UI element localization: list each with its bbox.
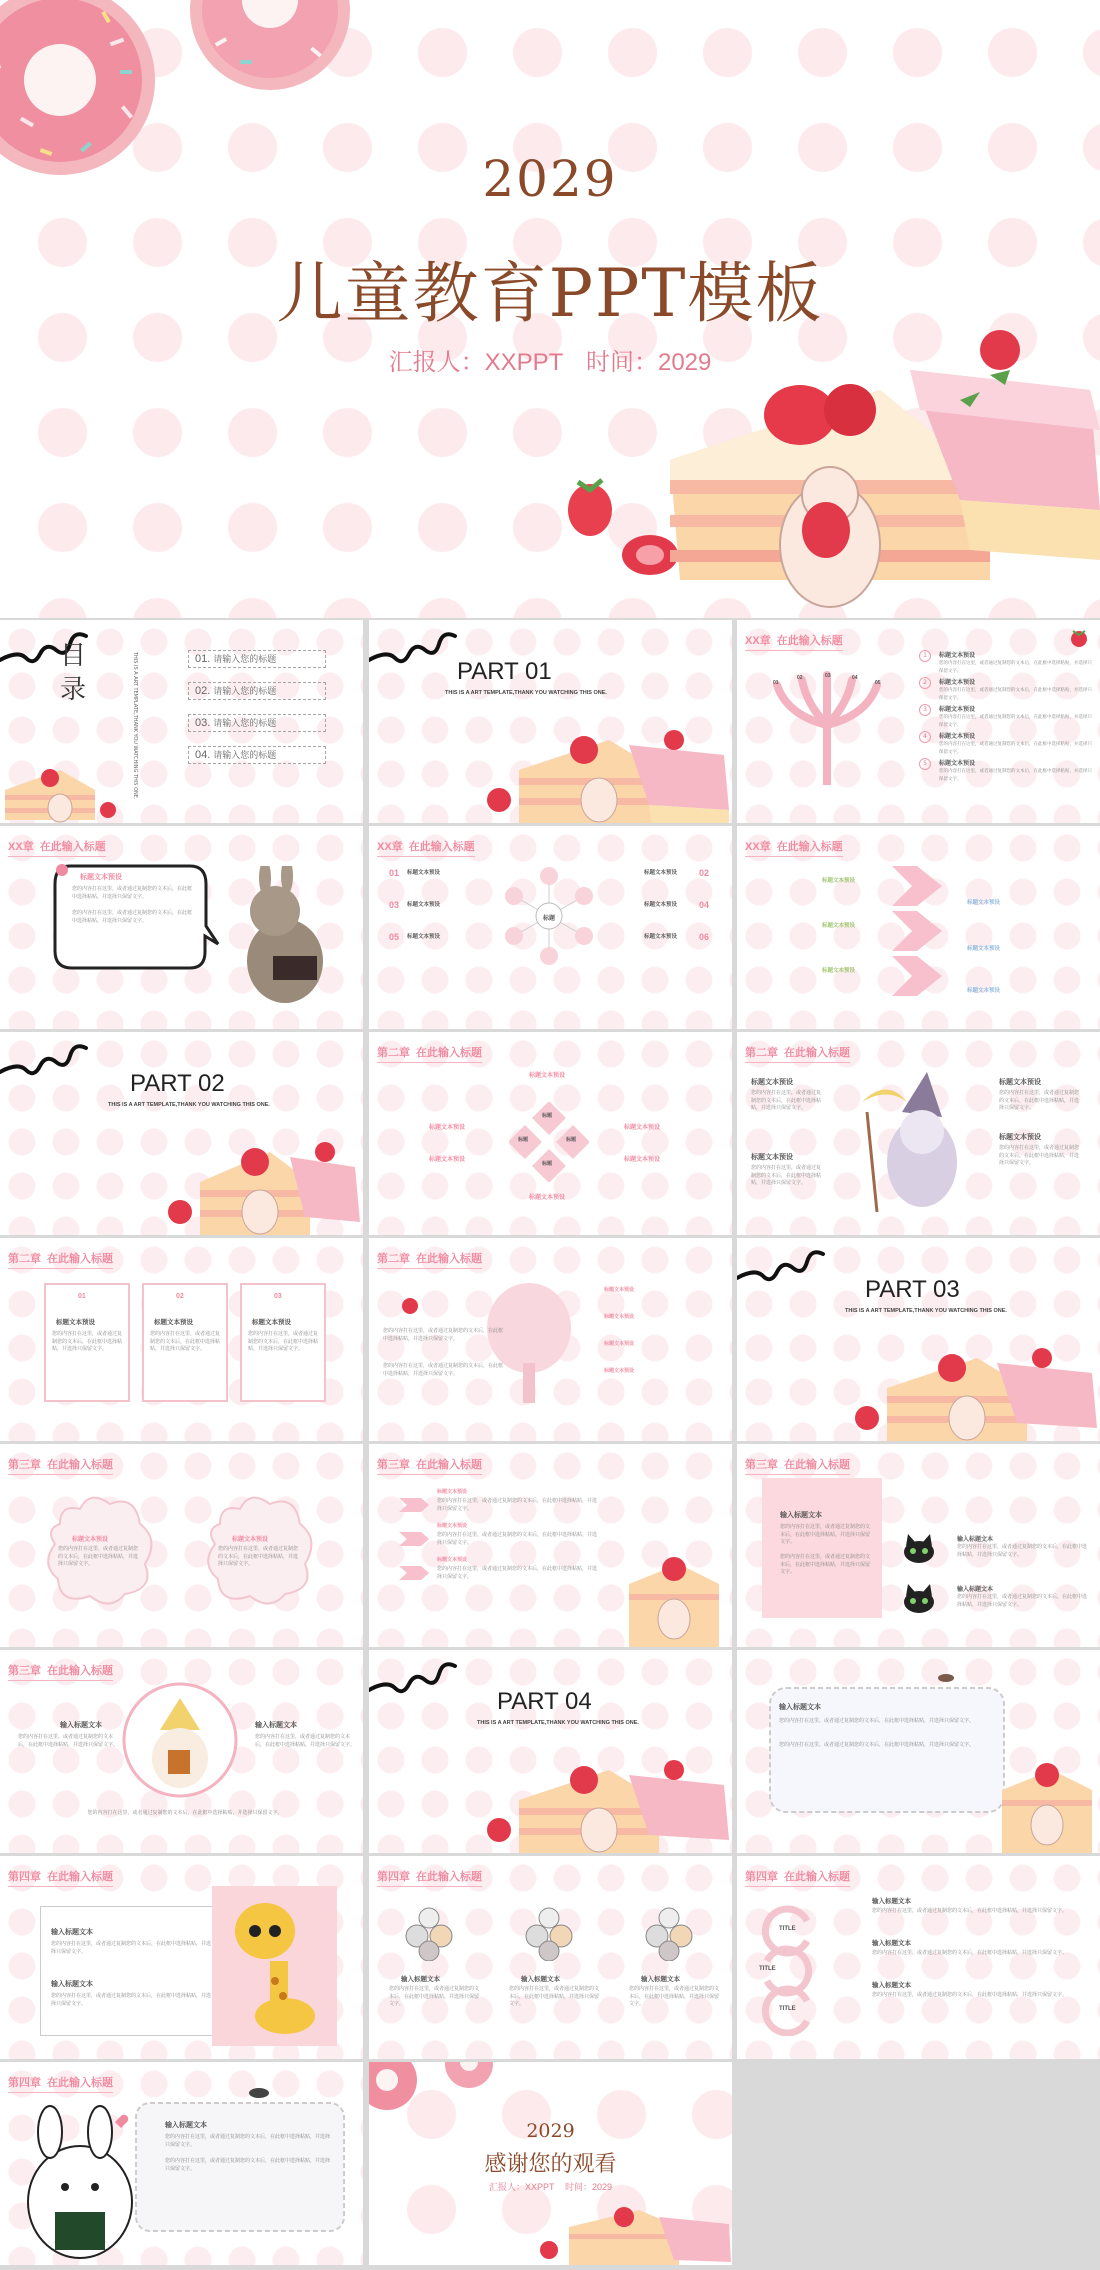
radial-heading: 标题文本预设	[644, 870, 678, 876]
chevron-icon	[399, 1498, 429, 1512]
slide-header	[745, 838, 843, 857]
bunny-illustration	[235, 866, 335, 1006]
toc-item[interactable]	[188, 714, 326, 732]
strawberry-icon	[399, 1293, 421, 1315]
lace-body: 您的内容打在这里，或者通过复制您的文本后，在此框中选择粘贴，并选择只保留文字。	[779, 1742, 975, 1748]
cake-illustration	[479, 1750, 732, 1853]
list-label: 标题文本预设	[939, 653, 976, 659]
slide-ch2-tree[interactable]	[369, 1238, 732, 1441]
tree-heading: 标题文本预设	[604, 1368, 635, 1374]
ending-reporter: 汇报人：XXPPT	[488, 2182, 555, 2192]
slide-ch4-giraffe[interactable]	[0, 1856, 363, 2059]
list-body: 您的内容打在这里，或者通过复制您的文本后，在此框中选择粘贴，并选择只保留文字。	[437, 1532, 598, 1546]
radial-num: 04	[699, 900, 710, 910]
toc-item-label: 请输入您的标题	[213, 718, 277, 728]
branch-diagram	[767, 665, 887, 785]
animal-body: 您的内容打在这里，或者通过复制您的文本后，在此框中选择粘贴，并选择只保留文字。	[509, 1986, 600, 2007]
card-body: 您的内容打在这里，或者通过复制您的文本后，在此框中选择粘贴，并选择只保留文字。	[52, 1331, 123, 1352]
animal-body: 您的内容打在这里，或者通过复制您的文本后，在此框中选择粘贴，并选择只保留文字。	[389, 1986, 480, 2007]
list-label: 标题文本预设	[939, 761, 976, 767]
slide-header	[745, 632, 843, 651]
ending-time: 时间：2029	[565, 2182, 613, 2192]
list-body: 您的内容打在这里，或者通过复制您的文本后，在此框中选择粘贴，并选择只保留文字。	[437, 1498, 598, 1512]
card-body: 您的内容打在这里，或者通过复制您的文本后，在此框中选择粘贴，并选择只保留文字。	[248, 1331, 319, 1352]
radial-heading: 标题文本预设	[407, 870, 441, 876]
swirl-decoration	[369, 620, 459, 680]
tagline: THIS IS A ART TEMPLATE,THANK YOU WATCHING THIS ONE.	[108, 1102, 270, 1108]
card-num: 03	[274, 1293, 282, 1300]
card-heading: 标题文本预设	[56, 1319, 95, 1326]
ring-heading: 输入标题文本	[872, 1940, 911, 1947]
card-heading: 标题文本预设	[154, 1319, 193, 1326]
cake-illustration	[992, 1750, 1100, 1853]
panel-heading: 输入标题文本	[780, 1512, 822, 1519]
wizard-body: 您的内容打在这里，或者通过复制您的文本后，在此框中选择粘贴，并选择只保留文字。	[999, 1145, 1080, 1166]
circle-body: 您的内容打在这里，或者通过复制您的文本后，在此框中选择粘贴，并选择只保留文字。	[18, 1734, 119, 1748]
panel-heading: 输入标题文本	[51, 1929, 93, 1936]
wizard-body: 您的内容打在这里，或者通过复制您的文本后，在此框中选择粘贴，并选择只保留文字。	[751, 1090, 822, 1111]
tree-illustration	[479, 1278, 579, 1408]
numbered-list	[919, 650, 1094, 785]
cat-body: 您的内容打在这里，或者通过复制您的文本后，在此框中选择粘贴，并选择只保留文字。	[957, 1594, 1088, 1608]
slide-grid	[0, 620, 1100, 2270]
ring-body: 您的内容打在这里，或者通过复制您的文本后，在此框中选择粘贴，并选择只保留文字。	[872, 1950, 1068, 1956]
chapter-label: 第四章	[8, 1871, 41, 1883]
slide-header	[8, 1868, 113, 1887]
slide-xx-branch[interactable]	[737, 620, 1100, 823]
slide-part-04[interactable]	[369, 1650, 732, 1853]
slide-part-01[interactable]	[369, 620, 732, 823]
arrow-diagram	[887, 861, 947, 1001]
toc-vertical-text: THIS IS A ART TEMPLATE,THANK YOU WATCHING THIS ONE.	[132, 652, 138, 800]
list-heading: 标题文本预设	[437, 1523, 468, 1529]
header-label: 在此输入标题	[776, 841, 843, 853]
wizard-heading: 标题文本预设	[751, 1154, 793, 1161]
lace-heading: 输入标题文本	[779, 1704, 821, 1711]
slide-xx-radial[interactable]	[369, 826, 732, 1029]
slide-part-03[interactable]	[737, 1238, 1100, 1441]
slide-header	[745, 1868, 850, 1887]
list-label: 标题文本预设	[939, 707, 976, 713]
tree-heading: 标题文本预设	[604, 1341, 635, 1347]
cat-heading: 输入标题文本	[957, 1537, 994, 1543]
swirl-decoration	[737, 1238, 827, 1298]
chapter-label: 第三章	[8, 1459, 41, 1471]
chapter-label: 第二章	[377, 1253, 410, 1265]
diamond-heading: 标题文本预设	[624, 1157, 661, 1163]
radial-num: 03	[389, 900, 400, 910]
slide-ch3-clouds[interactable]	[0, 1444, 363, 1647]
diamond-heading: 标题文本预设	[529, 1073, 566, 1079]
ending-year: 2029	[526, 2120, 575, 2142]
tree-heading: 标题文本预设	[604, 1314, 635, 1320]
cake-illustration	[539, 2202, 732, 2265]
card-num: 02	[176, 1293, 184, 1300]
wizard-heading: 标题文本预设	[751, 1079, 793, 1086]
branch-num: 03	[825, 673, 831, 679]
slide-xx-bunny[interactable]	[0, 826, 363, 1029]
radial-heading: 标题文本预设	[644, 902, 678, 908]
wizard-body: 您的内容打在这里，或者通过复制您的文本后，在此框中选择粘贴，并选择只保留文字。	[999, 1090, 1080, 1111]
toc-item[interactable]	[188, 682, 326, 700]
slide-header	[8, 2074, 113, 2093]
diamond-heading: 标题文本预设	[529, 1195, 566, 1201]
cake-illustration	[479, 720, 732, 823]
small-cake-illustration	[0, 760, 130, 823]
slide-ch2-diamond[interactable]	[369, 1032, 732, 1235]
chapter-label: 第三章	[745, 1459, 778, 1471]
branch-num: 05	[875, 680, 881, 686]
panel-body: 您的内容打在这里，或者通过复制您的文本后，在此框中选择粘贴，并选择只保留文字。	[780, 1524, 871, 1545]
circle-frame	[120, 1680, 240, 1800]
header-label: 在此输入标题	[47, 1871, 113, 1883]
radial-num: 01	[389, 868, 400, 878]
animal-body: 您的内容打在这里，或者通过复制您的文本后，在此框中选择粘贴，并选择只保留文字。	[629, 1986, 720, 2007]
list-num: 3	[919, 704, 931, 716]
hamster-illustration	[20, 2092, 140, 2262]
cat-icon	[902, 1534, 936, 1564]
slide-header	[8, 1250, 113, 1269]
bubble-body: 您的内容打在这里，或者通过复制您的文本后，在此框中选择粘贴，并选择只保留文字。	[72, 910, 193, 924]
swirl-decoration	[369, 1650, 459, 1710]
part-title: PART 03	[865, 1276, 960, 1303]
list-num: 5	[919, 758, 931, 770]
list-item	[919, 650, 1094, 677]
ring-title: TITLE	[759, 1966, 776, 1972]
list-body: 您的内容打在这里，或者通过复制您的文本后，在此框中选择粘贴，并选择只保留文字。	[939, 660, 1092, 673]
chapter-label: XX章	[745, 841, 771, 853]
diamond-label: 标题	[542, 1161, 553, 1167]
card-body: 您的内容打在这里，或者通过复制您的文本后，在此框中选择粘贴，并选择只保留文字。	[150, 1331, 221, 1352]
diamond-heading: 标题文本预设	[429, 1157, 466, 1163]
toc-title: 目录	[60, 640, 87, 704]
cake-illustration	[847, 1338, 1100, 1441]
cat-icon	[902, 1584, 936, 1614]
diamond-label: 标题	[566, 1137, 577, 1143]
header-label: 在此输入标题	[39, 841, 106, 853]
bubble-heading: 标题文本预设	[80, 874, 122, 881]
diamond-heading: 标题文本预设	[624, 1125, 661, 1131]
giraffe-illustration	[215, 1891, 335, 2041]
slide-part-02[interactable]	[0, 1032, 363, 1235]
chapter-label: 第四章	[8, 2077, 41, 2089]
donut-illustration	[369, 2062, 499, 2122]
panel-body: 您的内容打在这里，或者通过复制您的文本后，在此框中选择粘贴，并选择只保留文字。	[780, 1554, 871, 1575]
slide-header	[377, 1456, 482, 1475]
card[interactable]	[44, 1283, 130, 1402]
cover-slide[interactable]	[0, 0, 1100, 618]
card[interactable]	[142, 1283, 228, 1402]
chapter-label: 第二章	[377, 1047, 410, 1059]
panel-body: 您的内容打在这里，或者通过复制您的文本后，在此框中选择粘贴，并选择只保留文字。	[51, 1941, 212, 1955]
chapter-label: 第三章	[377, 1459, 410, 1471]
wizard-heading: 标题文本预设	[999, 1079, 1041, 1086]
animal-heading: 输入标题文本	[521, 1976, 560, 1983]
ring-heading: 输入标题文本	[872, 1982, 911, 1989]
list-item	[919, 731, 1094, 758]
header-label: 在此输入标题	[47, 2077, 113, 2089]
list-item	[919, 704, 1094, 731]
slide-ch3-list[interactable]	[369, 1444, 732, 1647]
frame-heading: 输入标题文本	[165, 2122, 207, 2129]
animal-heading: 输入标题文本	[641, 1976, 680, 1983]
cat-body: 您的内容打在这里，或者通过复制您的文本后，在此框中选择粘贴，并选择只保留文字。	[957, 1544, 1088, 1558]
slide-ch4-hamster[interactable]	[0, 2062, 363, 2265]
part-title: PART 01	[457, 658, 552, 685]
lace-body: 您的内容打在这里，或者通过复制您的文本后，在此框中选择粘贴，并选择只保留文字。	[779, 1718, 975, 1724]
ring-title: TITLE	[779, 1926, 796, 1932]
toc-item[interactable]	[188, 650, 326, 668]
empty-cell	[737, 2062, 1100, 2265]
list-heading: 标题文本预设	[437, 1489, 468, 1495]
header-label: 在此输入标题	[784, 1459, 850, 1471]
slide-xx-arrows[interactable]	[737, 826, 1100, 1029]
chapter-label: 第二章	[8, 1253, 41, 1265]
list-item	[919, 758, 1094, 785]
chapter-label: 第四章	[745, 1871, 778, 1883]
cloud-body: 您的内容打在这里，或者通过复制您的文本后，在此框中选择粘贴，并选择只保留文字。	[218, 1546, 299, 1567]
toc-item-label: 请输入您的标题	[213, 686, 277, 696]
radial-center-label: 标题	[543, 916, 556, 922]
slide-header	[8, 838, 106, 857]
slide-header	[377, 1044, 482, 1063]
wizard-illustration	[847, 1072, 967, 1222]
frame-body: 您的内容打在这里，或者通过复制您的文本后，在此框中选择粘贴，并选择只保留文字。	[165, 2158, 331, 2172]
animal-stack-icon	[399, 1906, 459, 1961]
slide-toc[interactable]	[0, 620, 363, 823]
text-panel	[40, 1906, 232, 2036]
cover-title: 儿童教育PPT模板	[276, 255, 824, 332]
list-body: 您的内容打在这里，或者通过复制您的文本后，在此框中选择粘贴，并选择只保留文字。	[939, 768, 1092, 781]
card[interactable]	[240, 1283, 326, 1402]
slide-lace-frame[interactable]	[737, 1650, 1100, 1853]
chevron-icon	[399, 1566, 429, 1580]
header-label: 在此输入标题	[776, 635, 843, 647]
header-label: 在此输入标题	[416, 1253, 482, 1265]
card-num: 01	[78, 1293, 86, 1300]
header-label: 在此输入标题	[416, 1871, 482, 1883]
list-body: 您的内容打在这里，或者通过复制您的文本后，在此框中选择粘贴，并选择只保留文字。	[939, 741, 1092, 754]
wizard-heading: 标题文本预设	[999, 1134, 1041, 1141]
list-label: 标题文本预设	[939, 734, 976, 740]
list-label: 标题文本预设	[939, 680, 976, 686]
ring-body: 您的内容打在这里，或者通过复制您的文本后，在此框中选择粘贴，并选择只保留文字。	[872, 1992, 1068, 1998]
tagline: THIS IS A ART TEMPLATE,THANK YOU WATCHING THIS ONE.	[477, 1720, 639, 1726]
slide-ch2-wizard[interactable]	[737, 1032, 1100, 1235]
arrow-heading: 标题文本预设	[967, 946, 1001, 952]
slide-header	[377, 1868, 482, 1887]
pink-panel	[762, 1478, 882, 1618]
tagline: THIS IS A ART TEMPLATE,THANK YOU WATCHING THIS ONE.	[445, 690, 607, 696]
circle-footer-body: 您的内容打在这里，或者通过复制您的文本后，在此框中选择粘贴，并选择只保留文字。	[87, 1810, 283, 1816]
radial-num: 02	[699, 868, 710, 878]
cake-illustration	[110, 1132, 363, 1235]
cloud-heading: 标题文本预设	[72, 1537, 109, 1543]
arrow-heading: 标题文本预设	[822, 968, 856, 974]
radial-num: 06	[699, 932, 710, 942]
diamond-label: 标题	[542, 1113, 553, 1119]
diamond-heading: 标题文本预设	[429, 1125, 466, 1131]
header-label: 在此输入标题	[408, 841, 475, 853]
list-heading: 标题文本预设	[437, 1557, 468, 1563]
list-num: 2	[919, 677, 931, 689]
arrow-heading: 标题文本预设	[967, 900, 1001, 906]
swirl-decoration	[0, 1032, 90, 1092]
header-label: 在此输入标题	[47, 1665, 113, 1677]
list-num: 1	[919, 650, 931, 662]
slide-header	[745, 1456, 850, 1475]
cake-illustration	[530, 330, 1100, 618]
slide-ch3-cats[interactable]	[737, 1444, 1100, 1647]
strawberry-icon	[1067, 625, 1091, 649]
slide-header	[8, 1456, 113, 1475]
radial-heading: 标题文本预设	[407, 934, 441, 940]
arrow-heading: 标题文本预设	[822, 878, 856, 884]
toc-item-label: 请输入您的标题	[213, 750, 277, 760]
chevron-icon	[399, 1532, 429, 1546]
header-label: 在此输入标题	[784, 1871, 850, 1883]
part-title: PART 04	[497, 1688, 592, 1715]
arrow-heading: 标题文本预设	[967, 988, 1001, 994]
diamond-label: 标题	[518, 1137, 529, 1143]
slide-ch4-titles[interactable]	[737, 1856, 1100, 2059]
radial-heading: 标题文本预设	[644, 934, 678, 940]
ring-body: 您的内容打在这里，或者通过复制您的文本后，在此框中选择粘贴，并选择只保留文字。	[872, 1908, 1068, 1914]
chapter-label: XX章	[8, 841, 34, 853]
radial-num: 05	[389, 932, 400, 942]
chapter-label: XX章	[745, 635, 771, 647]
toc-item-num: 03.	[195, 717, 211, 729]
frame-body: 您的内容打在这里，或者通过复制您的文本后，在此框中选择粘贴，并选择只保留文字。	[165, 2134, 331, 2148]
bird-icon	[248, 2086, 270, 2098]
bubble-body: 您的内容打在这里，或者通过复制您的文本后，在此框中选择粘贴，并选择只保留文字。	[72, 886, 193, 900]
toc-item-label: 请输入您的标题	[213, 654, 277, 664]
branch-num: 01	[773, 680, 779, 686]
tree-heading: 标题文本预设	[604, 1287, 635, 1293]
bird-icon	[937, 1672, 955, 1682]
slide-ch3-circle[interactable]	[0, 1650, 363, 1853]
wizard-body: 您的内容打在这里，或者通过复制您的文本后，在此框中选择粘贴，并选择只保留文字。	[751, 1165, 822, 1186]
panel-body: 您的内容打在这里，或者通过复制您的文本后，在此框中选择粘贴，并选择只保留文字。	[51, 1993, 212, 2007]
cover-year: 2029	[482, 150, 618, 208]
slide-ch4-animals[interactable]	[369, 1856, 732, 2059]
list-body: 您的内容打在这里，或者通过复制您的文本后，在此框中选择粘贴，并选择只保留文字。	[437, 1566, 598, 1580]
radial-heading: 标题文本预设	[407, 902, 441, 908]
slide-header	[377, 1250, 482, 1269]
cover-time: 时间：2029	[585, 349, 712, 376]
toc-item-num: 01.	[195, 653, 211, 665]
cloud-heading: 标题文本预设	[232, 1537, 269, 1543]
circle-body: 您的内容打在这里，或者通过复制您的文本后，在此框中选择粘贴，并选择只保留文字。	[255, 1734, 356, 1748]
card-heading: 标题文本预设	[252, 1319, 291, 1326]
header-label: 在此输入标题	[47, 1253, 113, 1265]
slide-ending[interactable]	[369, 2062, 732, 2265]
list-body: 您的内容打在这里，或者通过复制您的文本后，在此框中选择粘贴，并选择只保留文字。	[939, 687, 1092, 700]
slide-header	[745, 1044, 850, 1063]
ring-title: TITLE	[779, 2006, 796, 2012]
ending-title: 感谢您的观看	[484, 2152, 617, 2177]
slide-header	[8, 1662, 113, 1681]
toc-item[interactable]	[188, 746, 326, 764]
cover-reporter: 汇报人：XXPPT	[388, 349, 564, 376]
slide-ch2-cards[interactable]	[0, 1238, 363, 1441]
tree-body: 您的内容打在这里，或者通过复制您的文本后，在此框中选择粘贴，并选择只保留文字。	[383, 1363, 504, 1377]
toc-item-num: 02.	[195, 685, 211, 697]
chapter-label: 第三章	[8, 1665, 41, 1677]
list-num: 4	[919, 731, 931, 743]
circle-heading: 输入标题文本	[255, 1722, 297, 1729]
circle-heading: 输入标题文本	[60, 1722, 102, 1729]
part-title: PART 02	[130, 1070, 225, 1097]
ring-heading: 输入标题文本	[872, 1898, 911, 1905]
list-body: 您的内容打在这里，或者通过复制您的文本后，在此框中选择粘贴，并选择只保留文字。	[939, 714, 1092, 727]
branch-num: 04	[852, 675, 858, 681]
chapter-label: 第二章	[745, 1047, 778, 1059]
branch-num: 02	[797, 675, 803, 681]
animal-stack-icon	[519, 1906, 579, 1961]
toc-item-num: 04.	[195, 749, 211, 761]
animal-heading: 输入标题文本	[401, 1976, 440, 1983]
cloud-body: 您的内容打在这里，或者通过复制您的文本后，在此框中选择粘贴，并选择只保留文字。	[58, 1546, 139, 1567]
chapter-label: XX章	[377, 841, 403, 853]
header-label: 在此输入标题	[47, 1459, 113, 1471]
tree-body: 您的内容打在这里，或者通过复制您的文本后，在此框中选择粘贴，并选择只保留文字。	[383, 1328, 504, 1342]
header-label: 在此输入标题	[784, 1047, 850, 1059]
lace-frame	[762, 1680, 1012, 1820]
header-label: 在此输入标题	[416, 1459, 482, 1471]
header-label: 在此输入标题	[416, 1047, 482, 1059]
cake-illustration	[619, 1544, 729, 1647]
arrow-heading: 标题文本预设	[822, 923, 856, 929]
cat-heading: 输入标题文本	[957, 1587, 994, 1593]
animal-stack-icon	[639, 1906, 699, 1961]
tagline: THIS IS A ART TEMPLATE,THANK YOU WATCHING THIS ONE.	[845, 1308, 1007, 1314]
slide-header	[377, 838, 475, 857]
panel-heading: 输入标题文本	[51, 1981, 93, 1988]
chapter-label: 第四章	[377, 1871, 410, 1883]
list-item	[919, 677, 1094, 704]
ending-subtitle	[369, 2180, 732, 2193]
